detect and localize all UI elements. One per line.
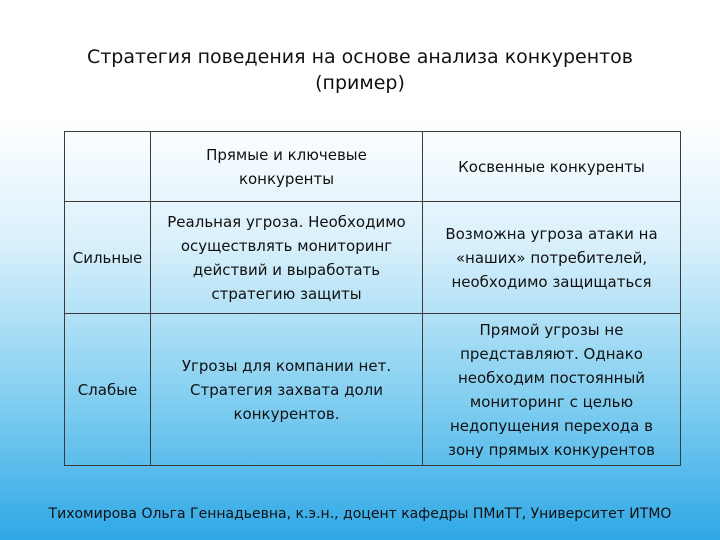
header-direct-competitors: Прямые и ключевые конкуренты	[151, 132, 423, 202]
cell-strong-indirect: Возможна угроза атаки на «наших» потребителей, необходимо защищаться	[423, 202, 681, 314]
slide-title-line-2: (пример)	[315, 72, 405, 94]
table-header-row	[65, 132, 681, 202]
header-indirect-competitors: Косвенные конкуренты	[423, 132, 681, 202]
cell-weak-indirect: Прямой угрозы не представляют. Однако необходим постоянный мониторинг с целью недопущения перехода в зону прямых конкурентов	[423, 314, 681, 466]
competitor-strategy-table	[64, 131, 681, 466]
table-row-weak	[65, 314, 681, 466]
slide-title	[60, 44, 660, 96]
row-label-weak: Слабые	[65, 314, 151, 466]
cell-strong-direct: Реальная угроза. Необходимо осуществлять мониторинг действий и выработать стратегию защиты	[151, 202, 423, 314]
cell-weak-direct: Угрозы для компании нет. Стратегия захвата доли конкурентов.	[151, 314, 423, 466]
row-label-strong: Сильные	[65, 202, 151, 314]
slide-title-line-1: Стратегия поведения на основе анализа конкурентов	[86, 46, 634, 68]
table-row-strong	[65, 202, 681, 314]
author-footer: Тихомирова Ольга Геннадьевна, к.э.н., доцент кафедры ПМиТТ, Университет ИТМО	[48, 506, 672, 522]
corner-cell	[65, 132, 151, 202]
